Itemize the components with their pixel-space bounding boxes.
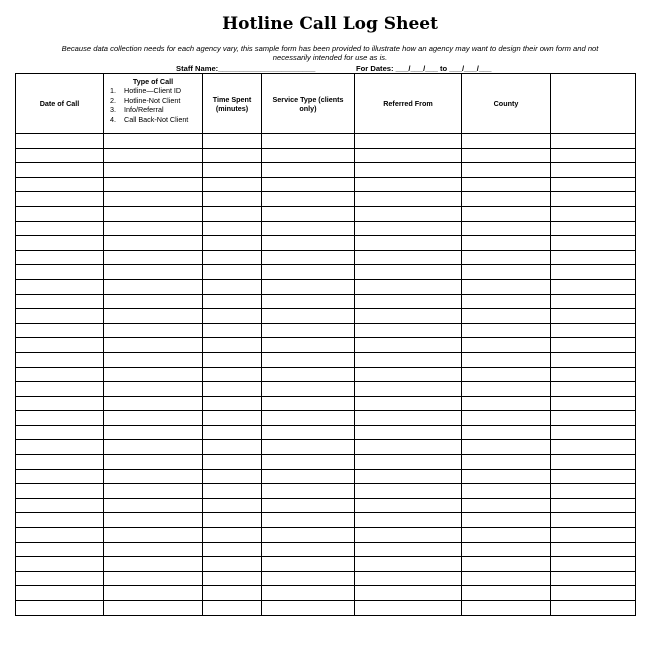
log-cell[interactable] xyxy=(262,469,355,484)
log-cell[interactable] xyxy=(355,440,462,455)
log-cell[interactable] xyxy=(462,206,551,221)
log-cell[interactable] xyxy=(551,163,636,178)
log-cell[interactable] xyxy=(104,557,203,572)
log-cell[interactable] xyxy=(551,498,636,513)
log-cell[interactable] xyxy=(104,601,203,616)
log-cell[interactable] xyxy=(262,265,355,280)
log-cell[interactable] xyxy=(262,586,355,601)
log-cell[interactable] xyxy=(203,513,262,528)
log-cell[interactable] xyxy=(16,279,104,294)
log-cell[interactable] xyxy=(16,192,104,207)
log-cell[interactable] xyxy=(462,309,551,324)
log-cell[interactable] xyxy=(462,455,551,470)
log-cell[interactable] xyxy=(16,338,104,353)
log-cell[interactable] xyxy=(355,498,462,513)
page-title: Hotline Call Log Sheet xyxy=(222,14,438,34)
log-cell[interactable] xyxy=(203,498,262,513)
log-cell[interactable] xyxy=(355,206,462,221)
log-cell[interactable] xyxy=(462,396,551,411)
log-cell[interactable] xyxy=(262,221,355,236)
log-cell[interactable] xyxy=(104,177,203,192)
log-row xyxy=(16,250,636,265)
log-cell[interactable] xyxy=(462,425,551,440)
header-county: County xyxy=(462,74,551,134)
log-cell[interactable] xyxy=(551,206,636,221)
intro-line-1: Because data collection needs for each agency vary, this sample form has been provided to illustrate how an agency may want to design their own form and not xyxy=(61,44,599,53)
log-cell[interactable] xyxy=(104,469,203,484)
log-cell[interactable] xyxy=(355,367,462,382)
log-row xyxy=(16,367,636,382)
log-cell[interactable] xyxy=(355,323,462,338)
log-cell[interactable] xyxy=(16,177,104,192)
log-cell[interactable] xyxy=(104,382,203,397)
call-log-table xyxy=(15,73,636,616)
log-cell[interactable] xyxy=(462,265,551,280)
log-cell[interactable] xyxy=(355,250,462,265)
log-cell[interactable] xyxy=(203,309,262,324)
log-cell[interactable] xyxy=(16,221,104,236)
log-row xyxy=(16,411,636,426)
log-cell[interactable] xyxy=(355,601,462,616)
log-cell[interactable] xyxy=(104,192,203,207)
log-cell[interactable] xyxy=(16,425,104,440)
log-cell[interactable] xyxy=(551,221,636,236)
log-cell[interactable] xyxy=(462,513,551,528)
log-cell[interactable] xyxy=(104,484,203,499)
log-row xyxy=(16,513,636,528)
log-cell[interactable] xyxy=(104,206,203,221)
log-cell[interactable] xyxy=(551,294,636,309)
log-row xyxy=(16,440,636,455)
log-cell[interactable] xyxy=(355,236,462,251)
log-cell[interactable] xyxy=(462,557,551,572)
type-of-call-label: Type of Call xyxy=(132,77,174,86)
log-cell[interactable] xyxy=(462,323,551,338)
log-cell[interactable] xyxy=(203,323,262,338)
log-row xyxy=(16,163,636,178)
log-cell[interactable] xyxy=(355,542,462,557)
log-cell[interactable] xyxy=(104,425,203,440)
log-cell[interactable] xyxy=(203,586,262,601)
log-cell[interactable] xyxy=(355,134,462,149)
log-cell[interactable] xyxy=(104,586,203,601)
log-cell[interactable] xyxy=(551,148,636,163)
log-cell[interactable] xyxy=(16,134,104,149)
log-cell[interactable] xyxy=(462,279,551,294)
header-service-type: Service Type (clients only) xyxy=(262,74,355,134)
log-cell[interactable] xyxy=(203,571,262,586)
log-cell[interactable] xyxy=(551,425,636,440)
log-cell[interactable] xyxy=(262,294,355,309)
log-cell[interactable] xyxy=(203,265,262,280)
log-cell[interactable] xyxy=(16,396,104,411)
log-body xyxy=(16,134,636,616)
log-row xyxy=(16,236,636,251)
log-cell[interactable] xyxy=(462,498,551,513)
log-row xyxy=(16,382,636,397)
log-cell[interactable] xyxy=(203,250,262,265)
log-cell[interactable] xyxy=(551,557,636,572)
log-cell[interactable] xyxy=(203,557,262,572)
header-extra xyxy=(551,74,636,134)
log-cell[interactable] xyxy=(462,236,551,251)
log-cell[interactable] xyxy=(462,352,551,367)
header-referred-from: Referred From xyxy=(355,74,462,134)
log-cell[interactable] xyxy=(262,382,355,397)
log-cell[interactable] xyxy=(262,542,355,557)
log-cell[interactable] xyxy=(16,206,104,221)
log-cell[interactable] xyxy=(551,250,636,265)
log-cell[interactable] xyxy=(355,352,462,367)
log-cell[interactable] xyxy=(16,250,104,265)
log-cell[interactable] xyxy=(16,498,104,513)
log-row xyxy=(16,309,636,324)
log-cell[interactable] xyxy=(355,221,462,236)
log-cell[interactable] xyxy=(104,396,203,411)
log-cell[interactable] xyxy=(262,601,355,616)
log-cell[interactable] xyxy=(462,163,551,178)
log-row xyxy=(16,396,636,411)
log-cell[interactable] xyxy=(551,469,636,484)
log-cell[interactable] xyxy=(16,352,104,367)
log-cell[interactable] xyxy=(551,484,636,499)
log-cell[interactable] xyxy=(355,396,462,411)
log-cell[interactable] xyxy=(104,338,203,353)
log-cell[interactable] xyxy=(104,352,203,367)
type-option: 4. Call Back-Not Client xyxy=(110,114,189,124)
log-cell[interactable] xyxy=(104,571,203,586)
log-row xyxy=(16,571,636,586)
log-cell[interactable] xyxy=(355,294,462,309)
log-cell[interactable] xyxy=(16,542,104,557)
log-cell[interactable] xyxy=(355,571,462,586)
log-cell[interactable] xyxy=(203,528,262,543)
log-cell[interactable] xyxy=(462,586,551,601)
log-row xyxy=(16,206,636,221)
log-row xyxy=(16,498,636,513)
log-cell[interactable] xyxy=(262,396,355,411)
log-cell[interactable] xyxy=(104,309,203,324)
log-cell[interactable] xyxy=(262,236,355,251)
log-cell[interactable] xyxy=(104,528,203,543)
log-cell[interactable] xyxy=(262,338,355,353)
header-row xyxy=(16,74,636,134)
log-cell[interactable] xyxy=(551,586,636,601)
log-cell[interactable] xyxy=(203,440,262,455)
log-cell[interactable] xyxy=(462,601,551,616)
log-row xyxy=(16,279,636,294)
log-cell[interactable] xyxy=(262,440,355,455)
log-cell[interactable] xyxy=(551,542,636,557)
log-cell[interactable] xyxy=(16,586,104,601)
log-cell[interactable] xyxy=(104,265,203,280)
type-option: 2. Hotline-Not Client xyxy=(110,95,181,105)
log-cell[interactable] xyxy=(551,440,636,455)
type-option: 1. Hotline—Client ID xyxy=(110,86,182,95)
log-cell[interactable] xyxy=(462,294,551,309)
log-cell[interactable] xyxy=(203,542,262,557)
log-cell[interactable] xyxy=(355,163,462,178)
log-cell[interactable] xyxy=(551,177,636,192)
log-cell[interactable] xyxy=(355,557,462,572)
log-cell[interactable] xyxy=(16,513,104,528)
log-cell[interactable] xyxy=(551,236,636,251)
log-row xyxy=(16,352,636,367)
log-cell[interactable] xyxy=(355,279,462,294)
log-cell[interactable] xyxy=(462,148,551,163)
log-cell[interactable] xyxy=(462,484,551,499)
log-cell[interactable] xyxy=(104,455,203,470)
log-cell[interactable] xyxy=(262,134,355,149)
log-row xyxy=(16,323,636,338)
log-cell[interactable] xyxy=(203,601,262,616)
log-cell[interactable] xyxy=(462,192,551,207)
log-cell[interactable] xyxy=(203,367,262,382)
log-cell[interactable] xyxy=(462,134,551,149)
log-cell[interactable] xyxy=(262,455,355,470)
log-cell[interactable] xyxy=(203,338,262,353)
log-cell[interactable] xyxy=(462,382,551,397)
log-cell[interactable] xyxy=(104,323,203,338)
log-cell[interactable] xyxy=(262,557,355,572)
log-cell[interactable] xyxy=(551,528,636,543)
log-cell[interactable] xyxy=(262,250,355,265)
log-cell[interactable] xyxy=(262,513,355,528)
log-cell[interactable] xyxy=(203,163,262,178)
header-time-spent: Time Spent (minutes) xyxy=(203,74,262,134)
log-cell[interactable] xyxy=(16,148,104,163)
log-row xyxy=(16,542,636,557)
log-cell[interactable] xyxy=(355,528,462,543)
log-cell[interactable] xyxy=(16,557,104,572)
log-cell[interactable] xyxy=(104,411,203,426)
log-cell[interactable] xyxy=(355,382,462,397)
log-cell[interactable] xyxy=(551,323,636,338)
log-cell[interactable] xyxy=(203,148,262,163)
log-cell[interactable] xyxy=(355,411,462,426)
log-cell[interactable] xyxy=(262,352,355,367)
log-cell[interactable] xyxy=(551,279,636,294)
log-cell[interactable] xyxy=(462,440,551,455)
log-cell[interactable] xyxy=(262,528,355,543)
log-cell[interactable] xyxy=(16,163,104,178)
log-cell[interactable] xyxy=(203,396,262,411)
log-cell[interactable] xyxy=(551,265,636,280)
log-cell[interactable] xyxy=(203,352,262,367)
log-cell[interactable] xyxy=(462,528,551,543)
log-cell[interactable] xyxy=(16,601,104,616)
type-of-call-options xyxy=(104,86,202,124)
log-cell[interactable] xyxy=(462,221,551,236)
log-cell[interactable] xyxy=(203,192,262,207)
log-cell[interactable] xyxy=(551,382,636,397)
log-cell[interactable] xyxy=(203,382,262,397)
log-row xyxy=(16,528,636,543)
log-cell[interactable] xyxy=(355,265,462,280)
log-cell[interactable] xyxy=(355,586,462,601)
log-cell[interactable] xyxy=(104,367,203,382)
log-cell[interactable] xyxy=(16,323,104,338)
log-cell[interactable] xyxy=(16,571,104,586)
log-cell[interactable] xyxy=(16,469,104,484)
log-cell[interactable] xyxy=(551,134,636,149)
log-cell[interactable] xyxy=(203,455,262,470)
log-cell[interactable] xyxy=(462,367,551,382)
log-cell[interactable] xyxy=(355,455,462,470)
log-cell[interactable] xyxy=(16,367,104,382)
log-cell[interactable] xyxy=(16,294,104,309)
log-cell[interactable] xyxy=(355,338,462,353)
log-row xyxy=(16,294,636,309)
log-cell[interactable] xyxy=(104,513,203,528)
log-row xyxy=(16,601,636,616)
log-cell[interactable] xyxy=(203,206,262,221)
log-cell[interactable] xyxy=(104,163,203,178)
log-cell[interactable] xyxy=(551,309,636,324)
log-cell[interactable] xyxy=(262,367,355,382)
log-cell[interactable] xyxy=(203,236,262,251)
log-row xyxy=(16,586,636,601)
log-cell[interactable] xyxy=(104,440,203,455)
log-cell[interactable] xyxy=(104,279,203,294)
log-row xyxy=(16,192,636,207)
log-cell[interactable] xyxy=(262,571,355,586)
log-cell[interactable] xyxy=(203,177,262,192)
log-cell[interactable] xyxy=(104,148,203,163)
log-cell[interactable] xyxy=(104,542,203,557)
log-cell[interactable] xyxy=(203,469,262,484)
type-option: 3. Info/Referral xyxy=(110,105,164,114)
log-cell[interactable] xyxy=(551,352,636,367)
header-type-of-call xyxy=(104,74,203,134)
log-cell[interactable] xyxy=(104,498,203,513)
log-row xyxy=(16,177,636,192)
log-row xyxy=(16,134,636,149)
staff-name-field[interactable]: Staff Name:_______________________ xyxy=(176,64,316,73)
log-cell[interactable] xyxy=(262,498,355,513)
log-cell[interactable] xyxy=(551,411,636,426)
log-cell[interactable] xyxy=(551,513,636,528)
log-cell[interactable] xyxy=(262,309,355,324)
log-cell[interactable] xyxy=(355,148,462,163)
log-row xyxy=(16,557,636,572)
log-cell[interactable] xyxy=(203,221,262,236)
log-cell[interactable] xyxy=(104,236,203,251)
log-cell[interactable] xyxy=(355,425,462,440)
log-row xyxy=(16,148,636,163)
log-cell[interactable] xyxy=(16,382,104,397)
log-cell[interactable] xyxy=(16,309,104,324)
log-cell[interactable] xyxy=(355,192,462,207)
header-date-of-call: Date of Call xyxy=(16,74,104,134)
log-cell[interactable] xyxy=(262,323,355,338)
log-cell[interactable] xyxy=(551,455,636,470)
log-cell[interactable] xyxy=(462,469,551,484)
log-row xyxy=(16,425,636,440)
log-cell[interactable] xyxy=(355,469,462,484)
log-cell[interactable] xyxy=(203,134,262,149)
log-cell[interactable] xyxy=(462,338,551,353)
log-cell[interactable] xyxy=(203,411,262,426)
log-row xyxy=(16,221,636,236)
log-cell[interactable] xyxy=(355,309,462,324)
log-cell[interactable] xyxy=(462,411,551,426)
log-cell[interactable] xyxy=(262,411,355,426)
log-cell[interactable] xyxy=(16,455,104,470)
log-cell[interactable] xyxy=(262,425,355,440)
log-cell[interactable] xyxy=(262,484,355,499)
log-cell[interactable] xyxy=(551,367,636,382)
log-cell[interactable] xyxy=(262,148,355,163)
log-cell[interactable] xyxy=(462,542,551,557)
log-cell[interactable] xyxy=(355,177,462,192)
log-cell[interactable] xyxy=(16,265,104,280)
log-cell[interactable] xyxy=(16,484,104,499)
log-cell[interactable] xyxy=(203,484,262,499)
log-row xyxy=(16,455,636,470)
log-row xyxy=(16,338,636,353)
log-cell[interactable] xyxy=(262,177,355,192)
log-cell[interactable] xyxy=(16,440,104,455)
log-cell[interactable] xyxy=(551,571,636,586)
log-cell[interactable] xyxy=(16,236,104,251)
log-cell[interactable] xyxy=(104,294,203,309)
log-cell[interactable] xyxy=(462,571,551,586)
log-cell[interactable] xyxy=(262,206,355,221)
log-cell[interactable] xyxy=(355,484,462,499)
log-cell[interactable] xyxy=(262,163,355,178)
log-cell[interactable] xyxy=(203,294,262,309)
log-row xyxy=(16,265,636,280)
log-cell[interactable] xyxy=(16,528,104,543)
log-cell[interactable] xyxy=(262,192,355,207)
log-row xyxy=(16,484,636,499)
log-cell[interactable] xyxy=(262,279,355,294)
intro-line-2: necessarily intended for use as is. xyxy=(272,53,388,62)
log-cell[interactable] xyxy=(16,411,104,426)
log-cell[interactable] xyxy=(551,396,636,411)
log-cell[interactable] xyxy=(462,250,551,265)
log-cell[interactable] xyxy=(104,134,203,149)
log-cell[interactable] xyxy=(551,338,636,353)
log-cell[interactable] xyxy=(203,279,262,294)
log-cell[interactable] xyxy=(203,425,262,440)
log-row xyxy=(16,469,636,484)
log-cell[interactable] xyxy=(104,221,203,236)
log-cell[interactable] xyxy=(104,250,203,265)
dates-field[interactable]: For Dates: ___/___/___ to ___/___/___ xyxy=(356,64,492,73)
intro-note xyxy=(22,44,638,62)
log-cell[interactable] xyxy=(355,513,462,528)
log-cell[interactable] xyxy=(551,601,636,616)
log-cell[interactable] xyxy=(462,177,551,192)
log-cell[interactable] xyxy=(551,192,636,207)
